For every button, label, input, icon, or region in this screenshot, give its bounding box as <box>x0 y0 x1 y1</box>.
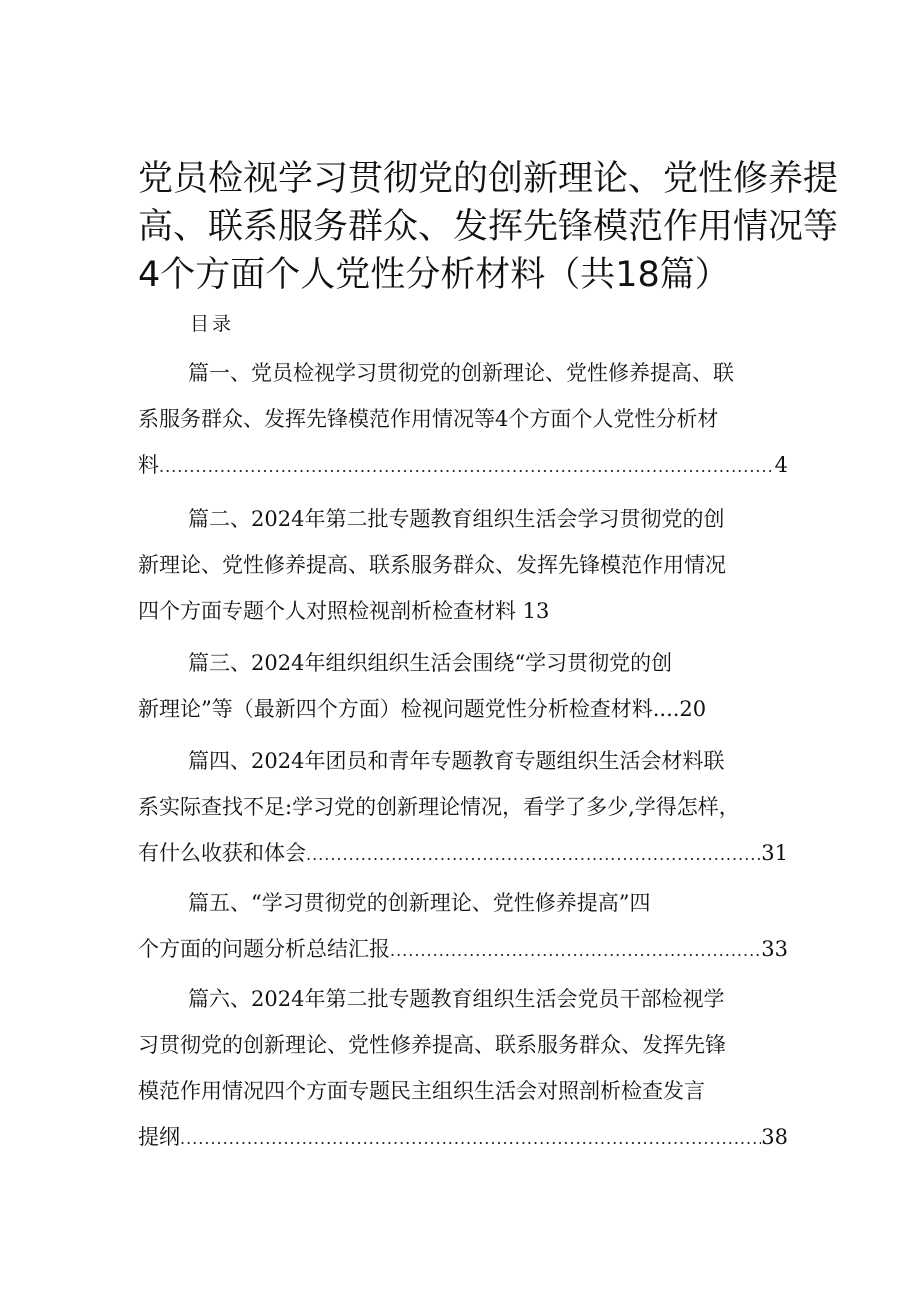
toc-line <box>138 542 788 588</box>
toc-line-text: 有什么收获和体会 <box>138 841 306 865</box>
title-line: 高、联系服务群众、发挥先锋模范作用情况等 <box>138 207 839 248</box>
toc-entry[interactable] <box>138 640 788 732</box>
toc-line-text: 篇一、党员检视学习贯彻党的创新理论、党性修养提高、联 <box>188 361 734 385</box>
toc-page-number: 4 <box>774 453 788 477</box>
title-line: 4个方面个人党性分析材料（共18篇） <box>138 255 730 296</box>
toc-line <box>138 880 788 926</box>
dot-leader <box>390 928 761 974</box>
toc-line <box>138 1022 788 1068</box>
toc-entry[interactable] <box>138 496 788 634</box>
toc-line-text: 模范作用情况四个方面专题民主组织生活会对照剖析检查发言 <box>138 1079 705 1103</box>
toc-line-text: 篇二、2024年第二批专题教育组织生活会学习贯彻党的创 <box>188 507 725 531</box>
toc-line <box>138 1114 788 1160</box>
toc-line <box>138 640 788 686</box>
toc-line-text: 篇五、“学习贯彻党的创新理论、党性修养提高”四 <box>188 891 651 915</box>
toc-line-text: 四个方面专题个人对照检视剖析检查材料 13 <box>138 599 550 623</box>
toc-line-text: 个方面的问题分析总结汇报 <box>138 937 390 961</box>
toc-page-number: 33 <box>761 937 788 961</box>
toc-line-text: 新理论”等（最新四个方面）检视问题党性分析检查材料....20 <box>138 697 707 721</box>
toc-heading: 目录 <box>190 313 235 335</box>
toc-line <box>138 442 788 488</box>
toc-line-text: 篇三、2024年组织组织生活会围绕“学习贯彻党的创 <box>188 651 673 675</box>
toc-entry[interactable] <box>138 738 788 876</box>
toc-line-text: 新理论、党性修养提高、联系服务群众、发挥先锋模范作用情况 <box>138 553 726 577</box>
dot-leader <box>159 444 775 490</box>
document-title <box>138 155 839 299</box>
toc-line-text: 系服务群众、发挥先锋模范作用情况等4个方面个人党性分析材 <box>138 407 719 431</box>
toc-page-number: 31 <box>761 841 788 865</box>
toc-line <box>138 926 788 972</box>
toc-line-text: 提纲 <box>138 1125 180 1149</box>
toc-line <box>138 1068 788 1114</box>
toc-line <box>138 496 788 542</box>
toc-line-text: 料 <box>138 453 159 477</box>
toc-line <box>138 830 788 876</box>
toc-line <box>138 686 788 732</box>
toc-page-number: 38 <box>761 1125 788 1149</box>
toc-line <box>138 588 788 634</box>
toc-line-text: 习贯彻党的创新理论、党性修养提高、联系服务群众、发挥先锋 <box>138 1033 726 1057</box>
toc-line-text: 篇六、2024年第二批专题教育组织生活会党员干部检视学 <box>188 987 725 1011</box>
dot-leader <box>306 832 761 878</box>
toc-entry[interactable] <box>138 350 788 488</box>
toc-line-text: 系实际查找不足:学习党的创新理论情况，看学了多少,学得怎样， <box>138 795 740 819</box>
toc-line <box>138 350 788 396</box>
toc-line-text: 篇四、2024年团员和青年专题教育专题组织生活会材料联 <box>188 749 725 773</box>
toc-line <box>138 784 788 830</box>
dot-leader <box>180 1116 761 1162</box>
toc-line <box>138 738 788 784</box>
toc-entry[interactable] <box>138 976 788 1160</box>
title-line: 党员检视学习贯彻党的创新理论、党性修养提 <box>138 159 839 200</box>
toc-line <box>138 396 788 442</box>
toc-line <box>138 976 788 1022</box>
toc-entry[interactable] <box>138 880 788 972</box>
